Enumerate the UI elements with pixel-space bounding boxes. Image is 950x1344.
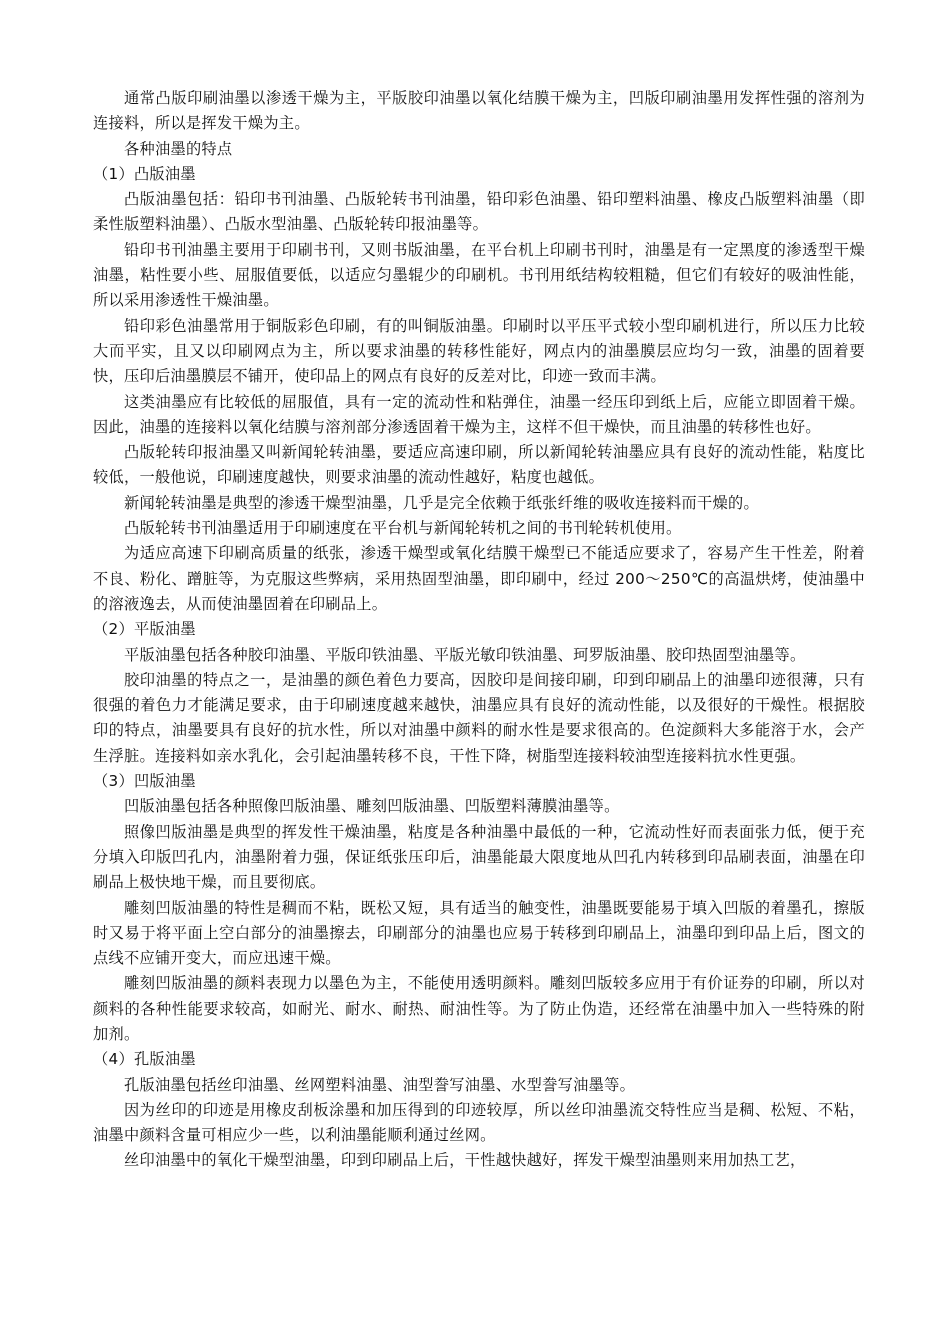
paragraph: 平版油墨包括各种胶印油墨、平版印铁油墨、平版光敏印铁油墨、珂罗版油墨、胶印热固型油墨等。	[124, 645, 806, 664]
paragraph: 雕刻凹版油墨的特性是稠而不粘，既松又短，具有适当的触变性，油墨既要能易于填入凹版的着墨孔，擦版时又易于将平面上空白部分的油墨擦去，印刷部分的油墨也应易于转移到印刷品上，油墨印到印品上后，图文的点线不应铺开变大，而应迅速干燥。	[93, 898, 865, 968]
paragraph: 凸版轮转印报油墨又叫新闻轮转油墨，要适应高速印刷，所以新闻轮转油墨应具有良好的流动性能，粘度比较低，一般他说，印刷速度越快，则要求油墨的流动性越好，粘度也越低。	[93, 443, 865, 487]
section-heading-lithographic-ink: （2）平版油墨	[93, 620, 196, 639]
section-heading-letterpress-ink: （1）凸版油墨	[93, 164, 196, 183]
paragraph: 为适应高速下印刷高质量的纸张，渗透干燥型或氧化结膜干燥型已不能适应要求了，容易产生干性差，附着不良、粉化、蹭脏等，为克服这些弊病，采用热固型油墨，即印刷中，经过 200～250℃的高温烘烤，使油墨中的溶液逸去，从而使油墨固着在印刷品上。	[93, 544, 865, 613]
paragraph: 新闻轮转油墨是典型的渗透干燥型油墨，几乎是完全依赖于纸张纤维的吸收连接料而干燥的。	[124, 493, 759, 512]
paragraph: 凸版轮转书刊油墨适用于印刷速度在平台机与新闻轮转机之间的书刊轮转机使用。	[124, 519, 682, 538]
paragraph: 铅印彩色油墨常用于铜版彩色印刷，有的叫铜版油墨。印刷时以平压平式较小型印刷机进行，所以压力比较大而平实，且又以印刷网点为主，所以要求油墨的转移性能好，网点内的油墨膜层应均匀一致，油墨的固着要快，压印后油墨膜层不铺开，使印品上的网点有良好的反差对比，印迹一致而丰满。	[93, 316, 865, 386]
paragraph: 胶印油墨的特点之一，是油墨的颜色着色力要高，因胶印是间接印刷，印到印刷品上的油墨印迹很薄，只有很强的着色力才能满足要求，由于印刷速度越来越快，油墨应具有良好的流动性能，以及很好的干燥性。根据胶印的特点，油墨要具有良好的抗水性，所以对油墨中颜料的耐水性是要求很高的。色淀颜料大多能溶于水，会产生浮脏。连接料如亲水乳化，会引起油墨转移不良，干性下降，树脂型连接料较油型连接料抗水性更强。	[93, 670, 865, 765]
paragraph-ink-characteristics-title: 各种油墨的特点	[124, 139, 233, 158]
paragraph: 雕刻凹版油墨的颜料表现力以墨色为主，不能使用透明颜料。雕刻凹版较多应用于有价证券的印刷，所以对颜料的各种性能要求较高，如耐光、耐水、耐热、耐油性等。为了防止伪造，还经常在油墨中加入一些特殊的附加剂。	[93, 974, 865, 1043]
paragraph: 凸版油墨包括：铅印书刊油墨、凸版轮转书刊油墨，铅印彩色油墨、铅印塑料油墨、橡皮凸版塑料油墨（即柔性版塑料油墨）、凸版水型油墨、凸版轮转印报油墨等。	[93, 190, 865, 234]
paragraph: 丝印油墨中的氧化干燥型油墨，印到印刷品上后，干性越快越好，挥发干燥型油墨则来用加热工艺，	[124, 1151, 806, 1170]
paragraph: 铅印书刊油墨主要用于印刷书刊，又则书版油墨，在平台机上印刷书刊时，油墨是有一定黑度的渗透型干燥油墨，粘性要小些、屈服值要低，以适应匀墨辊少的印刷机。书刊用纸结构较粗糙，但它们有较好的吸油性能，所以采用渗透性干燥油墨。	[93, 240, 865, 310]
paragraph: 因为丝印的印迹是用橡皮刮板涂墨和加压得到的印迹较厚，所以丝印油墨流交特性应当是稠、松短、不粘，油墨中颜料含量可相应少一些，以利油墨能顺利通过丝网。	[93, 1100, 865, 1145]
paragraph: 照像凹版油墨是典型的挥发性干燥油墨，粘度是各种油墨中最低的一种，它流动性好而表面张力低，便于充分填入印版凹孔内，油墨附着力强，保证纸张压印后，油墨能最大限度地从凹孔内转移到印品刷表面，油墨在印刷品上极快地干燥，而且要彻底。	[93, 822, 865, 892]
paragraph: 凹版油墨包括各种照像凹版油墨、雕刻凹版油墨、凹版塑料薄膜油墨等。	[124, 797, 620, 816]
paragraph-intro: 通常凸版印刷油墨以渗透干燥为主，平版胶印油墨以氧化结膜干燥为主，凹版印刷油墨用发挥性强的溶剂为连接料，所以是挥发干燥为主。	[93, 89, 865, 133]
section-heading-stencil-ink: （4）孔版油墨	[93, 1050, 196, 1069]
section-heading-gravure-ink: （3）凹版油墨	[93, 772, 196, 791]
document-body	[93, 86, 865, 1174]
paragraph: 这类油墨应有比较低的屈服值，具有一定的流动性和粘弹住，油墨一经压印到纸上后，应能立即固着干燥。因此，油墨的连接料以氧化结膜与溶剂部分渗透固着干燥为主，这样不但干燥快，而且油墨的转移性也好。	[93, 392, 865, 436]
paragraph: 孔版油墨包括丝印油墨、丝网塑料油墨、油型誊写油墨、水型誊写油墨等。	[124, 1075, 636, 1094]
